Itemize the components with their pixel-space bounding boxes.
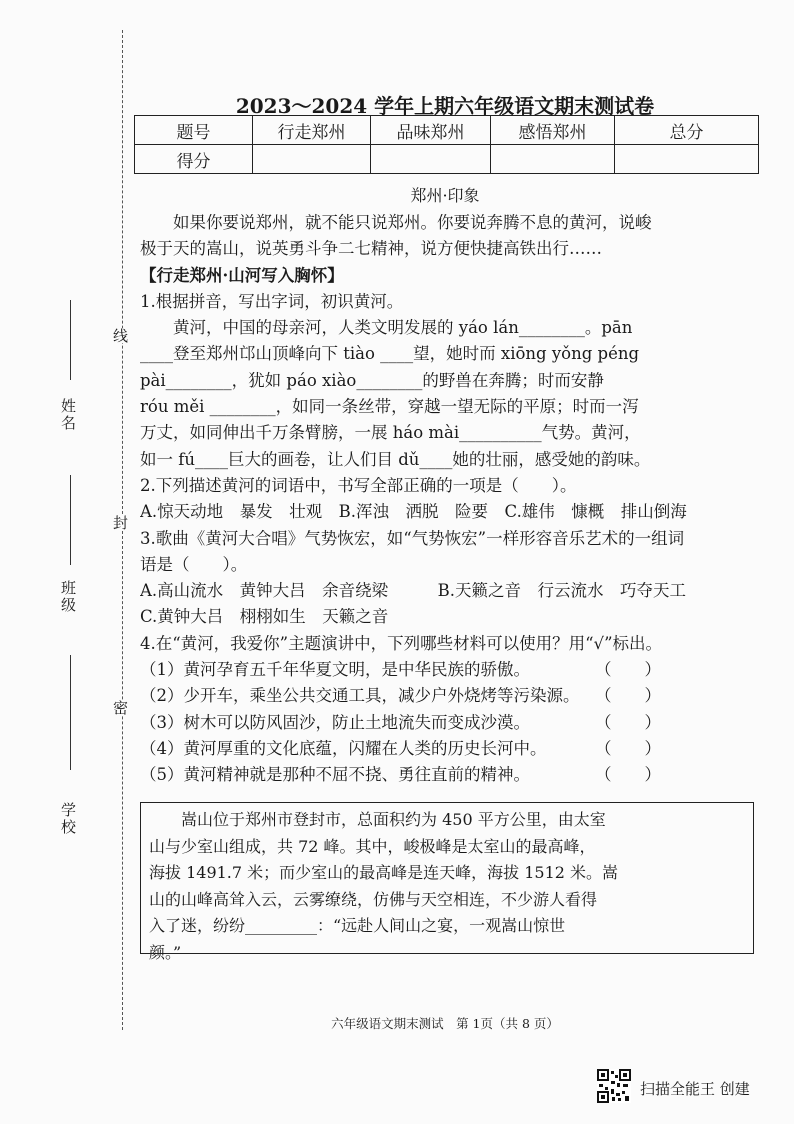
songshan-passage-box: [140, 802, 754, 962]
q4-item: [140, 710, 765, 736]
q1-line[interactable]: ____登至郑州邙山顶峰向下 tiào ____望，她时而 xiōng yǒng péng: [140, 344, 640, 364]
q3-options[interactable]: A.高山流水 黄钟大吕 余音绕梁 B.天籁之音 行云流水 巧夺天工: [140, 581, 687, 601]
score-cell[interactable]: [615, 145, 759, 174]
header-cell: 品味郑州: [371, 116, 491, 145]
score-cell[interactable]: [253, 145, 371, 174]
school-write-line[interactable]: [70, 655, 71, 770]
q1-line[interactable]: 如一 fú____巨大的画卷，让人们目 dǔ____她的壮丽，感受她的韵味。: [140, 449, 651, 469]
part1-title: 【行走郑州·山河写入胸怀】: [140, 265, 344, 285]
header-cell: 总分: [615, 116, 759, 145]
header-cell: 感悟郑州: [491, 116, 615, 145]
q4-item-text: （1）黄河孕育五千年华夏文明，是中华民族的骄傲。: [140, 660, 530, 680]
q4-stem: 4.在“黄河，我爱你”主题演讲中，下列哪些材料可以使用？用“√”标出。: [140, 633, 662, 653]
class-label: 班级: [59, 580, 77, 614]
q4-item: [140, 683, 765, 709]
binding-dashed-line: [122, 30, 123, 1030]
intro-line: 如果你要说郑州，就不能只说郑州。你要说奔腾不息的黄河，说峻: [173, 213, 652, 232]
q4-item: [140, 762, 765, 788]
passage-line: 颜。”: [149, 942, 182, 962]
class-write-line[interactable]: [70, 475, 71, 565]
q4-item-text: （4）黄河厚重的文化底蕴，闪耀在人类的历史长河中。: [140, 738, 547, 758]
q1-line[interactable]: róu měi ________，如同一条丝带，穿越一望无际的平原；时而一泻: [140, 397, 639, 417]
score-cell[interactable]: [491, 145, 615, 174]
q3-stem: 3.歌曲《黄河大合唱》气势恢宏，如“气势恢宏”一样形容音乐艺术的一组词: [140, 528, 685, 548]
q4-answer-paren[interactable]: （ ）: [595, 712, 661, 732]
q4-answer-paren[interactable]: （ ）: [595, 686, 661, 706]
q3-stem: 语是（ ）。: [140, 554, 248, 574]
score-table-score-row: [135, 145, 759, 174]
passage-line[interactable]: 入了迷，纷纷_________：“远赴人间山之宴，一观嵩山惊世: [149, 916, 566, 935]
q4-item-text: （2）少开车，乘坐公共交通工具，减少户外烧烤等污染源。: [140, 686, 580, 706]
q4-item: [140, 736, 765, 762]
header-cell: 行走郑州: [253, 116, 371, 145]
score-table: [134, 115, 759, 174]
passage-line: 山与少室山组成，共 72 峰。其中，峻极峰是太室山的最高峰，: [149, 836, 596, 856]
q4-item: [140, 657, 765, 683]
name-write-line[interactable]: [70, 300, 71, 380]
school-label: 学校: [59, 802, 77, 836]
score-table-header-row: [135, 116, 759, 145]
q1-line[interactable]: pài________，犹如 páo xiào________的野兽在奔腾；时而安静: [140, 370, 604, 390]
q4-item-text: （3）树木可以防风固沙，防止土地流失而变成沙漠。: [140, 712, 530, 732]
section-title: 郑州·印象: [410, 186, 480, 205]
passage-line: 海拔 1491.7 米；而少室山的最高峰是连天峰，海拔 1512 米。嵩: [149, 863, 619, 882]
q4-answer-paren[interactable]: （ ）: [595, 765, 661, 785]
score-cell[interactable]: [371, 145, 491, 174]
q2-options[interactable]: A.惊天动地 暴发 壮观 B.浑浊 洒脱 险要 C.雄伟 慷概 排山倒海: [140, 502, 687, 522]
q2-stem: 2.下列描述黄河的词语中，书写全部正确的一项是（ ）。: [140, 475, 577, 495]
q3-options[interactable]: C.黄钟大吕 栩栩如生 天籁之音: [140, 607, 389, 627]
scanner-watermark: 扫描全能王 创建: [640, 1080, 750, 1098]
intro-line: 极于天的嵩山，说英勇斗争二七精神，说方便快捷高铁出行……: [140, 239, 602, 259]
q4-item-text: （5）黄河精神就是那种不屈不挠、勇往直前的精神。: [140, 765, 530, 785]
q4-answer-paren[interactable]: （ ）: [595, 738, 661, 758]
q4-answer-paren[interactable]: （ ）: [595, 660, 661, 680]
passage-line: 嵩山位于郑州市登封市，总面积约为 450 平方公里，由太室: [181, 810, 606, 829]
passage-line: 山的山峰高耸入云，云雾缭绕，仿佛与天空相连，不少游人看得: [149, 889, 598, 909]
header-cell: 题号: [135, 116, 253, 145]
qr-code-icon: [597, 1069, 631, 1103]
exam-title: 2023～2024 学年上期六年级语文期末测试卷: [235, 94, 655, 118]
name-label: 姓名: [59, 398, 77, 432]
q1-line[interactable]: 黄河，中国的母亲河，人类文明发展的 yáo lán________。pān: [173, 318, 633, 338]
q1-stem: 1.根据拼音，写出字词，初识黄河。: [140, 291, 404, 311]
seal-mark-secret: 密: [111, 700, 129, 715]
question-content: [140, 210, 765, 789]
seal-mark-seal: 封: [111, 515, 129, 530]
score-row-label: 得分: [135, 145, 253, 174]
page-footer: 六年级语文期末测试 第 1页（共 8 页）: [331, 1016, 559, 1031]
q1-line[interactable]: 万丈，如同伸出千万条臂膀，一展 háo mài__________气势。黄河，: [140, 423, 641, 443]
seal-mark-line: 线: [111, 328, 129, 343]
